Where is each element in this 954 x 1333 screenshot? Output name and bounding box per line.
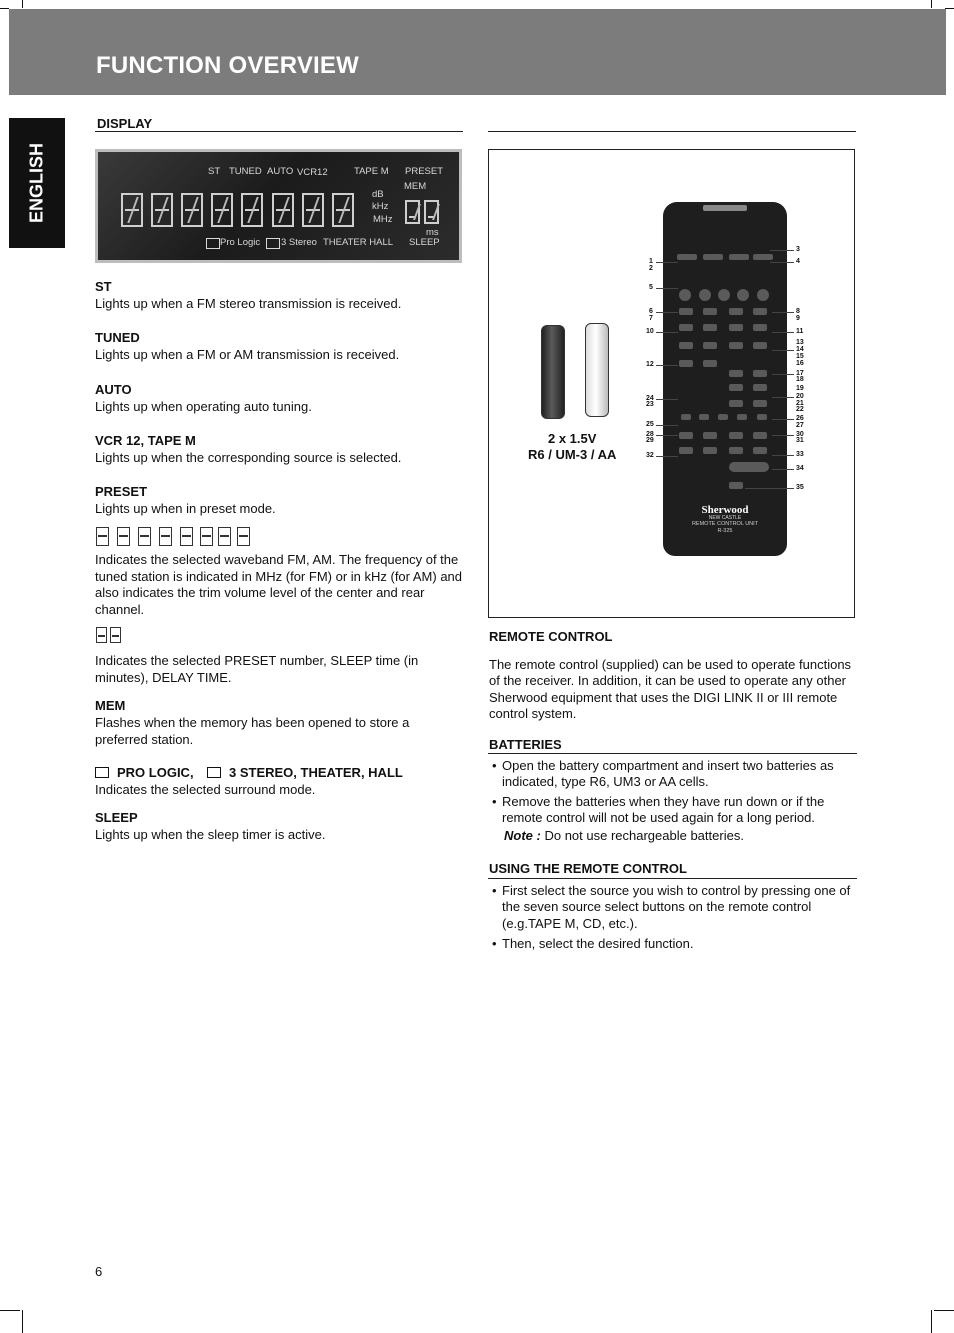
remote-button [699,289,711,301]
remote-button [729,324,743,331]
language-label: ENGLISH [26,142,47,224]
remote-button [729,342,743,349]
item-body-mem: Flashes when the memory has been opened to store a preferred station. [95,715,410,747]
remote-button [703,447,717,454]
segment-digit [200,527,213,546]
callout-number: 25 [646,421,654,428]
indicator-tape-m: TAPE M [354,166,389,177]
segment-digit [180,527,193,546]
callout-number: 22 [796,406,804,413]
battery-caption-type: R6 / UM-3 / AA [528,447,617,462]
language-tab [9,118,65,248]
callout-number: 28 [646,431,654,438]
unit-db: dB [372,189,384,200]
preset-digit [424,200,439,224]
indicator-preset: PRESET [405,166,444,177]
remote-control-body: The remote control (supplied) can be used to operate functions of the receiver. In addition, it can be used to operate any other Sherwood equipment that uses the DIGI LINK II or III remote control system. [489,657,852,721]
remote-control-image [663,202,787,556]
segment-digit [151,193,173,227]
item-body-auto: Lights up when operating auto tuning. [95,399,312,414]
battery-image [541,325,565,419]
remote-button [753,432,767,439]
remote-button [753,324,767,331]
callout-number: 23 [646,401,654,408]
dolby-icon [206,238,220,249]
indicator-sleep: SLEEP [409,237,440,248]
callout-number: 15 [796,353,804,360]
remote-top-bar [703,205,747,211]
indicator-pro-logic: Pro Logic [220,237,261,248]
preset-digit [405,200,420,224]
using-remote-bullet: • Then, select the desired function. [492,936,694,951]
unit-khz: kHz [372,201,389,212]
leader-line [656,262,678,263]
frequency-description: Indicates the selected waveband FM, AM. The frequency of the tuned station is indicated in MHz (for FM) or in kHz (for AM) and also indicates the trim volume level of the center and rear channel. [95,552,463,617]
callout-number: 19 [796,385,804,392]
segment-digit [211,193,233,227]
callout-number: 26 [796,415,804,422]
item-body-preset: Lights up when in preset mode. [95,501,276,516]
callout-number: 31 [796,437,804,444]
remote-button [753,447,767,454]
item-body-sleep: Lights up when the sleep timer is active. [95,827,326,842]
callout-number: 18 [796,376,804,383]
remote-button [757,414,767,420]
leader-line [656,288,678,289]
indicator-st: ST [208,166,221,177]
item-title-pro-logic: PRO LOGIC, [117,765,194,780]
remote-button [718,289,730,301]
crop-mark [931,0,932,8]
indicator-vcr12: VCR12 [297,167,328,178]
crop-mark [0,8,9,9]
remote-button [703,308,717,315]
leader-line [772,435,794,436]
leader-line [656,312,678,313]
crop-mark [945,8,954,9]
callout-number: 2 [649,265,653,272]
leader-line [745,488,794,489]
leader-line [772,332,794,333]
indicator-3-stereo: 3 Stereo [281,237,317,248]
leader-line [772,455,794,456]
callout-number: 7 [649,315,653,322]
remote-button [753,370,767,377]
remote-brand: Sherwood [701,504,749,516]
remote-button [679,360,693,367]
remote-button [679,432,693,439]
callout-number: 24 [646,395,654,402]
remote-button [737,414,747,420]
remote-button [729,400,743,407]
segment-digit [96,527,109,546]
page-title: FUNCTION OVERVIEW [96,52,359,79]
leader-line [656,456,678,457]
bullet-text: First select the source you wish to control by pressing one of the seven source select buttons on the remote control (e.g.TAPE M, CD, etc.). [502,883,851,931]
remote-button [729,370,743,377]
item-body-surround: Indicates the selected surround mode. [95,782,316,797]
callout-number: 29 [646,437,654,444]
remote-button [679,447,693,454]
remote-button [679,342,693,349]
remote-button [729,254,749,260]
battery-caption-voltage: 2 x 1.5V [548,431,597,446]
unit-mhz: MHz [373,214,393,225]
remote-button [753,342,767,349]
remote-button [679,308,693,315]
remote-button [729,447,743,454]
segment-digit [159,527,172,546]
crop-mark [0,1310,20,1311]
remote-unit-label: REMOTE CONTROL UNIT [691,521,759,527]
segment-digit [332,193,354,227]
using-remote-heading: USING THE REMOTE CONTROL [489,861,687,876]
remote-button [729,308,743,315]
dolby-icon [95,767,109,778]
callout-number: 8 [796,308,800,315]
item-title-st: ST [95,279,112,294]
remote-button [718,414,728,420]
remote-button [753,384,767,391]
leader-line [772,419,794,420]
remote-button [681,414,691,420]
remote-model: R-325 [717,528,733,534]
segment-digit [241,193,263,227]
callout-number: 27 [796,422,804,429]
batteries-bullet: • Remove the batteries when they have run down or if the remote control will not be used again for a long period. [492,794,825,826]
crop-mark [22,1310,23,1333]
callout-number: 35 [796,484,804,491]
using-remote-rule [488,878,857,879]
item-title-vcr-tape: VCR 12, TAPE M [95,433,196,448]
remote-button [737,289,749,301]
leader-line [772,374,794,375]
callout-number: 6 [649,308,653,315]
leader-line [770,262,794,263]
callout-number: 34 [796,465,804,472]
remote-button [703,432,717,439]
item-body-st: Lights up when a FM stereo transmission is received. [95,296,402,311]
segment-digit [138,527,151,546]
crop-mark [931,1310,932,1333]
callout-number: 20 [796,393,804,400]
leader-line [656,399,678,400]
callout-number: 12 [646,361,654,368]
remote-button [703,360,717,367]
item-body-vcr-tape: Lights up when the corresponding source is selected. [95,450,402,465]
display-panel [95,149,462,263]
remote-button [729,384,743,391]
remote-button [729,432,743,439]
callout-number: 17 [796,370,804,377]
leader-line [772,312,794,313]
indicator-tuned: TUNED [229,166,262,177]
dolby-icon [207,767,221,778]
segment-digit [117,527,130,546]
remote-brand-sub: NEW CASTLE [708,515,742,521]
callout-number: 5 [649,284,653,291]
batteries-heading: BATTERIES [489,737,562,752]
note-text: Do not use rechargeable batteries. [544,828,744,843]
crop-mark [934,1310,954,1311]
bullet-text: Remove the batteries when they have run down or if the remote control will not be used again for a long period. [502,794,825,826]
item-title-mem: MEM [95,698,126,713]
segment-digit [121,193,143,227]
segment-digit [96,627,107,643]
batteries-bullet: • Open the battery compartment and insert two batteries as indicated, type R6, UM3 or AA cells. [492,758,834,790]
leader-line [656,332,678,333]
indicator-mem: MEM [404,181,427,192]
remote-button [753,254,773,260]
preset-description: Indicates the selected PRESET number, SLEEP time (in minutes), DELAY TIME. [95,653,419,685]
remote-control-heading: REMOTE CONTROL [489,629,613,644]
remote-button [729,482,743,489]
remote-button [677,254,697,260]
segment-digit [218,527,231,546]
indicator-auto: AUTO [267,166,294,177]
page-number: 6 [95,1264,103,1279]
remote-button [703,342,717,349]
callout-number: 10 [646,328,654,335]
callout-number: 11 [796,328,804,335]
segment-digit [302,193,324,227]
callout-number: 16 [796,360,804,367]
leader-line [772,469,794,470]
display-rule [95,131,463,132]
unit-ms: ms [426,227,439,238]
dolby-icon [266,238,280,249]
leader-line [772,397,794,398]
segment-digit [181,193,203,227]
remote-button [699,414,709,420]
crop-mark [22,0,23,8]
bullet-text: Then, select the desired function. [502,936,694,951]
remote-button [753,400,767,407]
batteries-note [504,828,744,843]
leader-line [656,425,678,426]
remote-button [703,254,723,260]
note-label: Note : [504,828,541,843]
indicator-theater-hall: THEATER HALL [323,237,394,248]
callout-number: 9 [796,315,800,322]
item-title-auto: AUTO [95,382,132,397]
remote-button [679,324,693,331]
remote-button [679,289,691,301]
remote-button [753,308,767,315]
item-body-tuned: Lights up when a FM or AM transmission is received. [95,347,400,362]
batteries-rule [488,753,857,754]
bullet-text: Open the battery compartment and insert two batteries as indicated, type R6, UM3 or AA cells. [502,758,834,790]
remote-button [757,289,769,301]
callout-number: 30 [796,431,804,438]
item-title-tuned: TUNED [95,330,140,345]
item-title-preset: PRESET [95,484,148,499]
callout-number: 3 [796,246,800,253]
callout-number: 33 [796,451,804,458]
item-title-sleep: SLEEP [95,810,138,825]
segment-digit [237,527,250,546]
segment-digit [110,627,121,643]
volume-button [729,462,769,472]
callout-number: 1 [649,258,653,265]
callout-number: 21 [796,400,804,407]
callout-number: 13 [796,339,804,346]
using-remote-bullet: • First select the source you wish to control by pressing one of the seven source select buttons on the remote control (e.g.TAPE M, CD, etc.). [492,883,851,931]
leader-line [772,350,794,351]
segment-digit [272,193,294,227]
callout-number: 4 [796,258,800,265]
item-title-surround: 3 STEREO, THEATER, HALL [229,765,403,780]
callout-number: 32 [646,452,654,459]
remote-button [703,324,717,331]
display-heading: DISPLAY [97,116,153,131]
battery-image [585,323,609,417]
leader-line [656,435,678,436]
right-column-rule [488,131,856,132]
leader-line [656,365,678,366]
callout-number: 14 [796,346,804,353]
leader-line [770,250,794,251]
